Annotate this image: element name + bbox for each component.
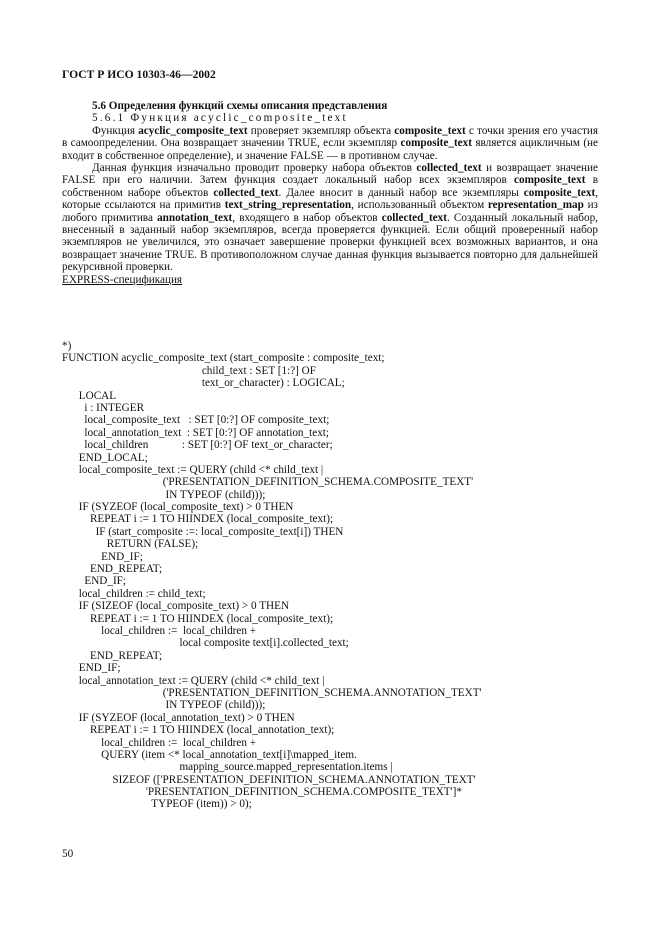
code-line: END_LOCAL; [62,451,148,464]
code-line: END_IF; [62,550,143,563]
page-number: 50 [62,848,74,860]
bold-term: composite_text [394,124,466,137]
text-run: Функция [92,124,139,137]
standard-header: ГОСТ Р ИСО 10303-46—2002 [62,68,216,81]
text-run: . Созданный локальный набор, внесенный в заданный набор экземпляров, всегда проверяется функцией. Если общий проверенный набор экземпляров не увеличился, это означает завершение проверки функцией всех возможных вариантов, и она возвращает значение TRUE. В противоположном случае данная функция вызывается повторно для дальнейшей рекурсивной проверки. [62,211,598,274]
code-line: ('PRESENTATION_DEFINITION_SCHEMA.ANNOTATION_TEXT' [62,686,482,699]
bold-term: acyclic_composite_text [138,124,248,137]
code-line: IF (SIZEOF (local_composite_text) > 0 THEN [62,600,290,613]
text-run: , которые ссылаются на примитив [62,186,599,212]
bold-term: annotation_text [157,211,233,224]
code-line: FUNCTION acyclic_composite_text (start_composite : composite_text; [62,352,385,365]
code-line: local_children : SET [0:?] OF text_or_character; [62,439,333,452]
bold-term: text_string_representation [224,199,352,212]
code-line: local_annotation_text := QUERY (child <* child_text | [62,674,325,687]
bold-term: collected_text [416,162,482,175]
code-line: IF (SYZEOF (local_annotation_text) > 0 THEN [62,711,295,724]
code-line: END_IF; [62,575,127,588]
code-line: RETURN (FALSE); [62,538,199,551]
code-line: LOCAL [62,389,117,402]
code-line: END_REPEAT; [62,649,163,662]
text-run: с точки зрения его участия в самоопределении. Она возвращает значении TRUE, если экземпляр [62,124,599,150]
code-line: 'PRESENTATION_DEFINITION_SCHEMA.COMPOSITE_TEXT']* [62,786,462,799]
code-line: IN TYPEOF (child))); [62,488,266,501]
paragraph-function-description [62,125,598,162]
text-run: , входящего в набор объектов [232,211,382,224]
code-line: local_annotation_text : SET [0:?] OF annotation_text; [62,426,330,439]
text-run: из любого примитива [62,199,598,224]
code-line: i : INTEGER [62,401,145,414]
bold-term: composite_text [514,174,586,187]
code-line: local_composite_text := QUERY (child <* child_text | [62,463,324,476]
section-title: 5.6 Определения функций схемы описания представления [92,100,388,112]
subsection-title: 5.6.1 Функция acyclic_composite_text [92,112,348,125]
code-line: mapping_source.mapped_representation.items | [62,761,393,774]
bold-term: collected_text [381,211,447,224]
text-run: , использованный объектом [351,199,488,212]
code-line: local_children := child_text; [62,587,206,600]
code-line: text_or_character) : LOGICAL; [62,377,345,390]
code-line: local_composite_text : SET [0:?] OF composite_text; [62,414,330,427]
bold-term: composite_text [400,137,472,150]
code-line: IF (SYZEOF (local_composite_text) > 0 THEN [62,501,294,514]
code-line: QUERY (item <* local_annotation_text[i]\mapped_item. [62,748,357,761]
code-line: *) [62,340,72,352]
text-run: Данная функция изначально проводит проверку набора объектов [92,162,417,175]
bold-term: composite_text [523,186,596,199]
express-code-block [62,340,622,811]
code-line: END_IF; [62,662,121,675]
text-run: . Далее вносит в данный набор все экземпляры [278,186,524,199]
code-line: REPEAT i := 1 TO HIINDEX (local_annotation_text); [62,724,335,737]
code-line: TYPEOF (item)) > 0); [62,798,252,811]
code-line: local_children := local_children + [62,736,257,749]
code-line: REPEAT i := 1 TO HIINDEX (local_composite_text); [62,612,334,625]
express-specification-label: EXPRESS-спецификация [62,273,183,286]
code-line: local_children := local_children + [62,624,257,637]
code-line: SIZEOF (['PRESENTATION_DEFINITION_SCHEMA.ANNOTATION_TEXT' [62,773,476,786]
code-line: local composite text[i].collected_text; [62,637,349,650]
code-line: END_REPEAT; [62,563,163,576]
paragraph-algorithm-description [62,162,598,274]
code-line: IN TYPEOF (child))); [62,699,266,712]
bold-term: collected_text [213,186,279,199]
bold-term: representation_map [487,199,584,212]
text-run: и возвращает значение FALSE при его наличии. Затем функция создает локальный набор всех экземпляров [62,162,598,187]
code-line: ('PRESENTATION_DEFINITION_SCHEMA.COMPOSITE_TEXT' [62,476,474,489]
text-run: в собственном наборе объектов [62,174,598,199]
body-text [62,100,598,286]
text-run: проверяет экземпляр объекта [247,124,395,137]
code-line: REPEAT i := 1 TO HIINDEX (local_composite_text); [62,513,334,526]
code-line: child_text : SET [1:?] OF [62,364,316,377]
text-run: является ацикличным (не входит в собственное определение), и значение FALSE — в противном случае. [62,137,598,162]
code-line: IF (start_composite :=: local_composite_text[i]) THEN [62,525,344,538]
